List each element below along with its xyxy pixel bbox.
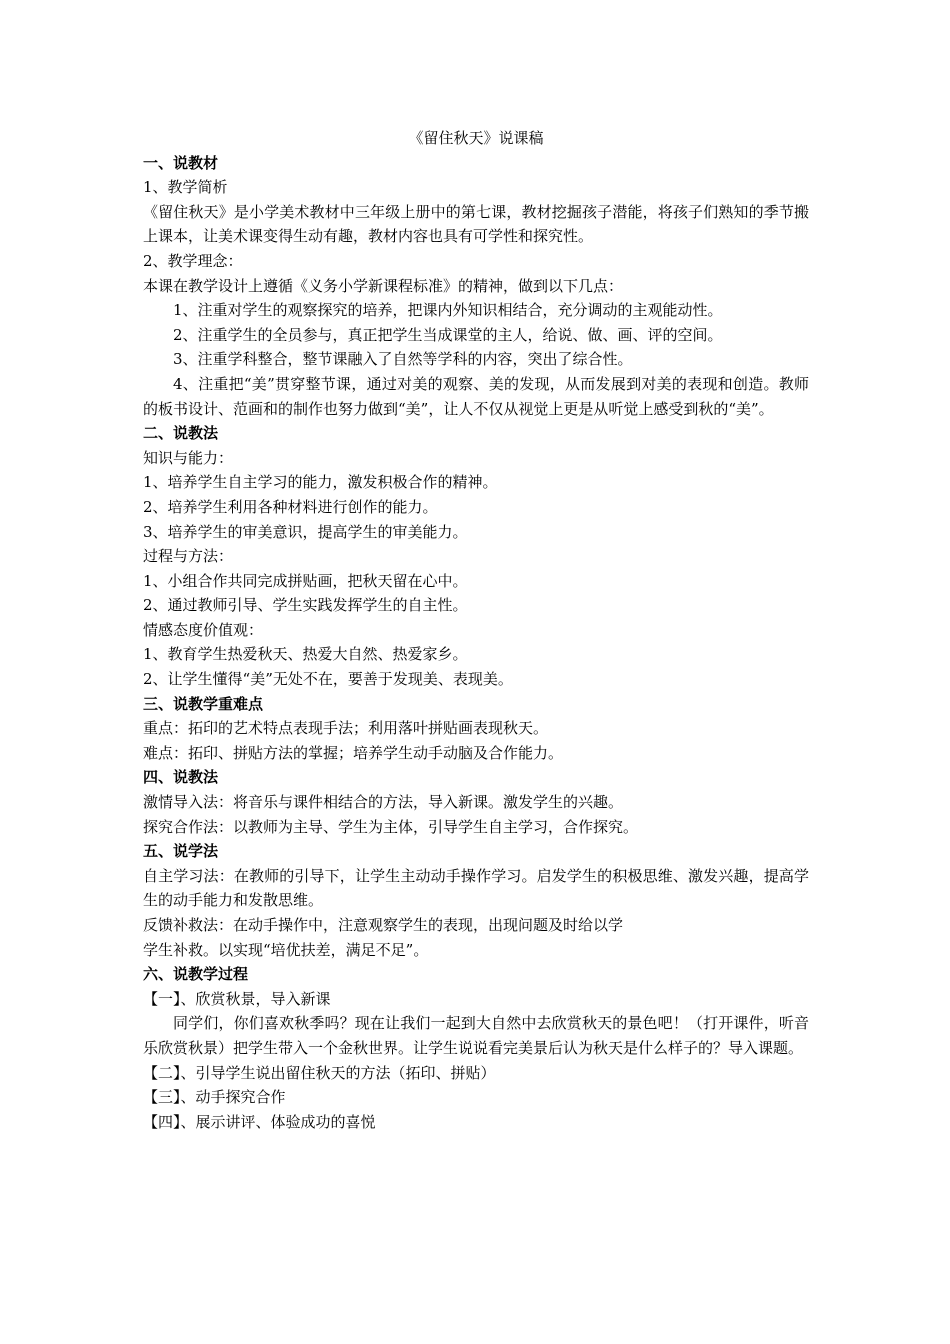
philosophy-point: 4、注重把“美”贯穿整节课，通过对美的观察、美的发现，从而发展到对美的表现和创造。教师的板书设计、范画和的制作也努力做到“美”，让人不仅从视觉上更是从听觉上感受到秋的“美”。 — [143, 374, 809, 418]
process-step: 【二】、引导学生说出留住秋天的方法（拓印、拼贴） — [143, 1063, 496, 1082]
philosophy-point: 2、注重学生的全员参与，真正把学生当成课堂的主人，给说、做、画、评的空间。 — [173, 325, 723, 344]
section-heading-teaching-method: 二、说教法 — [143, 424, 219, 443]
goal-group-label: 知识与能力： — [143, 448, 234, 467]
document-page — [143, 126, 809, 1134]
section-heading-learning-method: 五、说学法 — [143, 842, 219, 861]
goal-item: 1、培养学生自主学习的能力，激发积极合作的精神。 — [143, 473, 498, 492]
learning-method-item-cont: 学生补救。以实现“培优扶差，满足不足”。 — [143, 940, 429, 959]
process-step: 【四】、展示讲评、体验成功的喜悦 — [143, 1112, 376, 1131]
process-step-text: 同学们，你们喜欢秋季吗？现在让我们一起到大自然中去欣赏秋天的景色吧！（打开课件，听音乐欣赏秋景）把学生带入一个金秋世界。让学生说说看完美景后认为秋天是什么样子的？导入课题。 — [143, 1014, 809, 1057]
key-point-focus: 重点：拓印的艺术特点表现手法；利用落叶拼贴画表现秋天。 — [143, 719, 549, 738]
goal-group-label: 过程与方法： — [143, 547, 234, 566]
goal-item: 2、通过教师引导、学生实践发挥学生的自主性。 — [143, 596, 468, 615]
section-heading-key-points: 三、说教学重难点 — [143, 694, 264, 713]
learning-method-item: 自主学习法：在教师的引导下，让学生主动动手操作学习。启发学生的积极思维、激发兴趣，提高学生的动手能力和发散思维。 — [143, 866, 809, 910]
goal-item: 3、培养学生的审美意识，提高学生的审美能力。 — [143, 522, 468, 541]
process-step: 【一】、欣赏秋景，导入新课 — [143, 989, 331, 1008]
paragraph-analysis: 《留住秋天》是小学美术教材中三年级上册中的第七课，教材挖掘孩子潜能，将孩子们熟知的季节搬上课本，让美术课变得生动有趣，教材内容也具有可学性和探究性。 — [143, 202, 809, 246]
process-step: 【三】、动手探究合作 — [143, 1088, 286, 1107]
document-title: 《留住秋天》说课稿 — [408, 129, 544, 147]
goal-item: 1、小组合作共同完成拼贴画，把秋天留在心中。 — [143, 571, 468, 590]
goal-item: 1、教育学生热爱秋天、热爱大自然、热爱家乡。 — [143, 645, 468, 664]
section-heading-process: 六、说教学过程 — [143, 965, 249, 984]
goal-item: 2、让学生懂得“美”无处不在，要善于发现美、表现美。 — [143, 670, 513, 689]
learning-method-item: 反馈补救法：在动手操作中，注意观察学生的表现，出现问题及时给以学 — [143, 916, 624, 934]
key-point-difficulty: 难点：拓印、拼贴方法的掌握；培养学生动手动脑及合作能力。 — [143, 743, 564, 762]
section-heading-textbook: 一、说教材 — [143, 153, 219, 172]
subheading-philosophy: 2、教学理念： — [143, 251, 243, 270]
philosophy-point: 1、注重对学生的观察探究的培养，把课内外知识相结合，充分调动的主观能动性。 — [173, 301, 723, 320]
method-item: 激情导入法：将音乐与课件相结合的方法，导入新课。激发学生的兴趣。 — [143, 793, 624, 812]
goal-group-label: 情感态度价值观： — [143, 620, 264, 639]
method-item: 探究合作法：以教师为主导、学生为主体，引导学生自主学习，合作探究。 — [143, 817, 639, 836]
goal-item: 2、培养学生利用各种材料进行创作的能力。 — [143, 497, 438, 516]
section-heading-teaching-method-2: 四、说教法 — [143, 768, 219, 787]
philosophy-point: 3、注重学科整合，整节课融入了自然等学科的内容，突出了综合性。 — [173, 350, 633, 369]
paragraph-philosophy-intro: 本课在教学设计上遵循《义务小学新课程标准》的精神，做到以下几点： — [143, 276, 624, 295]
subheading-analysis: 1、教学简析 — [143, 178, 228, 197]
